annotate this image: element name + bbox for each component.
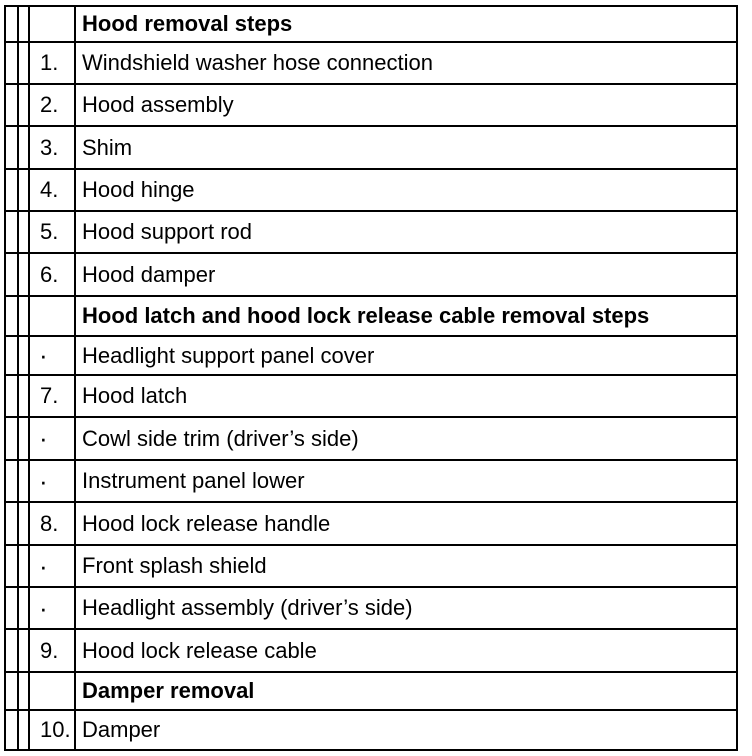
step-number: 1. xyxy=(40,50,59,75)
table-row xyxy=(6,85,736,127)
table-row xyxy=(6,170,736,212)
table-row xyxy=(6,546,736,588)
step-description: Instrument panel lower xyxy=(82,468,305,493)
step-number xyxy=(35,297,75,335)
step-description: Hood damper xyxy=(82,261,216,287)
step-number: 6. xyxy=(40,261,59,287)
table-row xyxy=(6,337,736,376)
section-title: Hood removal steps xyxy=(82,11,293,36)
step-number: · xyxy=(39,340,48,370)
step-number: 5. xyxy=(40,219,59,244)
step-description: Hood support rod xyxy=(82,219,252,244)
section-title: Damper removal xyxy=(82,678,255,703)
table-row xyxy=(6,43,736,85)
step-description: Front splash shield xyxy=(82,553,267,578)
step-number: 2. xyxy=(40,92,59,117)
table-row xyxy=(6,711,736,749)
step-description: Hood hinge xyxy=(82,177,195,202)
step-number: 10. xyxy=(40,717,71,742)
table-row xyxy=(6,503,736,546)
step-number: 7. xyxy=(40,383,59,408)
step-number: · xyxy=(39,465,48,496)
step-number: 3. xyxy=(40,134,59,160)
section-title: Hood latch and hood lock release cable removal steps xyxy=(82,303,650,328)
step-description: Damper xyxy=(82,717,161,742)
step-description: Hood lock release handle xyxy=(82,510,331,536)
step-description: Cowl side trim (driver’s side) xyxy=(82,425,359,451)
section-header-row xyxy=(6,673,736,711)
step-description: Hood lock release cable xyxy=(82,637,317,663)
step-number: 8. xyxy=(40,510,59,536)
step-number: · xyxy=(39,550,48,581)
table-row xyxy=(6,376,736,418)
step-number: · xyxy=(39,423,48,453)
step-description: Headlight assembly (driver’s side) xyxy=(82,595,413,620)
table-row xyxy=(6,630,736,673)
table-row xyxy=(6,461,736,503)
step-number: 9. xyxy=(40,637,59,663)
step-description: Hood assembly xyxy=(82,92,234,117)
step-description: Shim xyxy=(82,134,133,160)
table-row xyxy=(6,212,736,254)
step-number: 4. xyxy=(40,177,59,202)
step-description: Windshield washer hose connection xyxy=(82,50,433,75)
step-number xyxy=(35,7,75,41)
table-row xyxy=(6,588,736,630)
section-header-row xyxy=(6,297,736,337)
table-row xyxy=(6,127,736,170)
step-number: · xyxy=(39,592,48,623)
table-row xyxy=(6,254,736,297)
step-description: Hood latch xyxy=(82,383,188,408)
step-number xyxy=(35,673,75,709)
removal-steps-table xyxy=(4,5,738,751)
table-row xyxy=(6,418,736,461)
section-header-row xyxy=(6,7,736,43)
step-description: Headlight support panel cover xyxy=(82,342,375,368)
